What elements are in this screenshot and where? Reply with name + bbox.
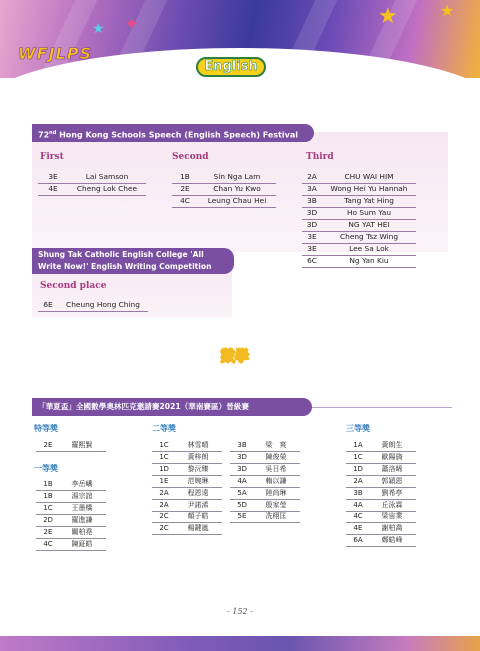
name-cell: 陳鉦皓 — [71, 539, 93, 548]
class-cell: 4A — [353, 500, 363, 509]
name-cell: Lai Samson — [85, 172, 129, 181]
name-cell: 郭穎恩 — [381, 476, 403, 485]
class-cell: 2A — [307, 172, 317, 181]
cartoon-kid-icon: ✦ — [124, 14, 140, 35]
footer-band — [0, 636, 480, 651]
class-cell: 4E — [48, 184, 58, 193]
name-cell: 羅進謙 — [71, 515, 93, 524]
name-cell: 劉希亭 — [381, 488, 403, 497]
speech-festival-title: 72nd Hong Kong Schools Speech (English Speech) Festival — [32, 124, 314, 142]
name-cell: 殷家瑩 — [265, 500, 287, 509]
name-cell: 關柏堯 — [71, 527, 93, 536]
class-cell: 2A — [159, 488, 169, 497]
class-cell: 3E — [48, 172, 58, 181]
class-cell: 6E — [43, 300, 53, 309]
class-cell: 3D — [306, 220, 318, 229]
class-cell: 3B — [237, 441, 247, 449]
first-prize-label: 一等獎 — [34, 464, 58, 473]
class-cell: 6C — [307, 256, 317, 265]
subject-pill: English — [196, 57, 266, 77]
name-cell: Ho Sum Yau — [346, 208, 392, 217]
class-cell: 3D — [237, 452, 247, 461]
class-cell: 2D — [43, 515, 53, 524]
class-cell: 1A — [353, 441, 363, 449]
class-cell: 1C — [353, 452, 363, 461]
class-cell: 1B — [43, 480, 53, 488]
class-cell: 2E — [43, 441, 53, 449]
class-cell: 1E — [159, 476, 169, 485]
name-cell: 吳日希 — [265, 464, 287, 473]
name-cell: Chan Yu Kwo — [213, 184, 261, 193]
name-cell: Wong Hei Yu Hannah — [330, 184, 408, 193]
class-cell: 2E — [180, 184, 190, 193]
class-cell: 3B — [353, 488, 363, 497]
math-heading: 數學 — [221, 349, 249, 365]
class-cell: 1D — [353, 464, 363, 473]
name-cell: Cheung Hong Ching — [66, 300, 140, 309]
table-row — [230, 510, 300, 523]
star-icon: ★ — [378, 4, 398, 29]
class-cell: 3D — [306, 208, 318, 217]
class-cell: 4A — [237, 476, 247, 485]
name-cell: Lee Sa Lok — [349, 244, 389, 253]
table-row — [172, 194, 276, 208]
star-icon: ★ — [440, 1, 455, 20]
name-cell: 黃朗生 — [381, 441, 403, 449]
math-competition-title: 「華夏盃」全國數學奧林匹克邀請賽2021（華南賽區）晉級賽 — [32, 398, 312, 416]
class-cell: 4C — [43, 539, 53, 548]
first-label: First — [40, 152, 64, 162]
class-cell: 5D — [237, 500, 247, 509]
class-cell: 2C — [159, 512, 169, 521]
name-cell: 黃梓朗 — [187, 452, 209, 461]
name-cell: 楊鍵嵐 — [187, 524, 209, 533]
table-row — [36, 439, 106, 452]
name-cell: 梁宙業 — [381, 512, 403, 521]
name-cell: 顏子皓 — [187, 512, 209, 521]
second-label: Second — [172, 152, 209, 162]
class-cell: 3B — [307, 196, 317, 205]
table-row — [152, 522, 222, 535]
name-cell: 林雪晴 — [187, 441, 209, 449]
name-cell: 歐陽旖 — [381, 452, 403, 461]
class-cell: 1C — [159, 452, 169, 461]
class-cell: 3E — [307, 232, 317, 241]
class-cell: 3D — [237, 464, 247, 473]
name-cell: 羅熙賢 — [71, 441, 93, 449]
name-cell: 丘泳霖 — [381, 500, 403, 509]
name-cell: Ng Yan Kiu — [349, 256, 389, 265]
table-row — [38, 298, 148, 312]
third-prize-label: 三等獎 — [346, 424, 370, 433]
name-cell: 范婉琳 — [187, 476, 209, 485]
class-cell: 3A — [307, 184, 317, 193]
table-row — [38, 182, 146, 196]
name-cell: 謝柏喬 — [381, 524, 403, 533]
name-cell: Cheng Tsz Wing — [339, 232, 399, 241]
name-cell: 李岳嶠 — [71, 480, 93, 488]
class-cell: 2A — [159, 500, 169, 509]
name-cell: 王墨橋 — [71, 503, 93, 512]
page-number: - 152 - — [227, 607, 253, 616]
second-prize-label: 二等獎 — [152, 424, 176, 433]
class-cell: 5E — [237, 512, 247, 521]
class-cell: 1B — [43, 491, 53, 500]
class-cell: 5A — [237, 488, 247, 497]
name-cell: 蕭洛晞 — [381, 464, 403, 473]
class-cell: 4C — [353, 512, 363, 521]
name-cell: Tang Yat Hing — [344, 196, 394, 205]
second-place-label: Second place — [40, 281, 107, 291]
class-cell: 1B — [180, 172, 190, 181]
class-cell: 2A — [353, 476, 363, 485]
name-cell: 程恩遠 — [187, 488, 209, 497]
name-cell: 賴以謙 — [265, 476, 287, 485]
table-row — [36, 538, 106, 551]
class-cell: 3E — [307, 244, 317, 253]
third-label: Third — [306, 152, 334, 162]
class-cell: 1D — [159, 464, 169, 473]
name-cell: NG YAT HEI — [348, 220, 390, 229]
name-cell: 尹諾浠 — [187, 500, 209, 509]
class-cell: 6A — [353, 536, 363, 545]
name-cell: 湯宗誼 — [71, 491, 93, 500]
name-cell: 陸尚琳 — [265, 488, 287, 497]
special-prize-label: 特等獎 — [34, 424, 58, 433]
table-row — [302, 254, 416, 268]
class-cell: 4C — [180, 196, 190, 205]
name-cell: CHU WAI HIM — [344, 172, 394, 181]
name-cell: Sin Nga Lam — [213, 172, 261, 181]
class-cell: 2C — [159, 524, 169, 533]
class-cell: 2E — [43, 527, 53, 536]
name-cell: 陳俊榮 — [265, 452, 287, 461]
star-icon: ★ — [92, 21, 105, 37]
name-cell: 冼栩匡 — [265, 512, 287, 521]
table-row — [346, 534, 416, 547]
name-cell: 黎沅臻 — [187, 464, 209, 473]
writing-competition-title: Shung Tak Catholic English College 'All Write Now!' English Writing Competition — [32, 248, 234, 274]
class-cell: 1C — [43, 503, 53, 512]
school-logo: WFJLPS — [18, 44, 92, 63]
name-cell: Leung Chau Hei — [207, 196, 267, 205]
name-cell: 鄭皓峰 — [381, 536, 403, 545]
class-cell: 4E — [353, 524, 363, 533]
name-cell: Cheng Lok Chee — [76, 184, 138, 193]
name-cell: 梁 爽 — [265, 441, 287, 449]
class-cell: 1C — [159, 441, 169, 449]
